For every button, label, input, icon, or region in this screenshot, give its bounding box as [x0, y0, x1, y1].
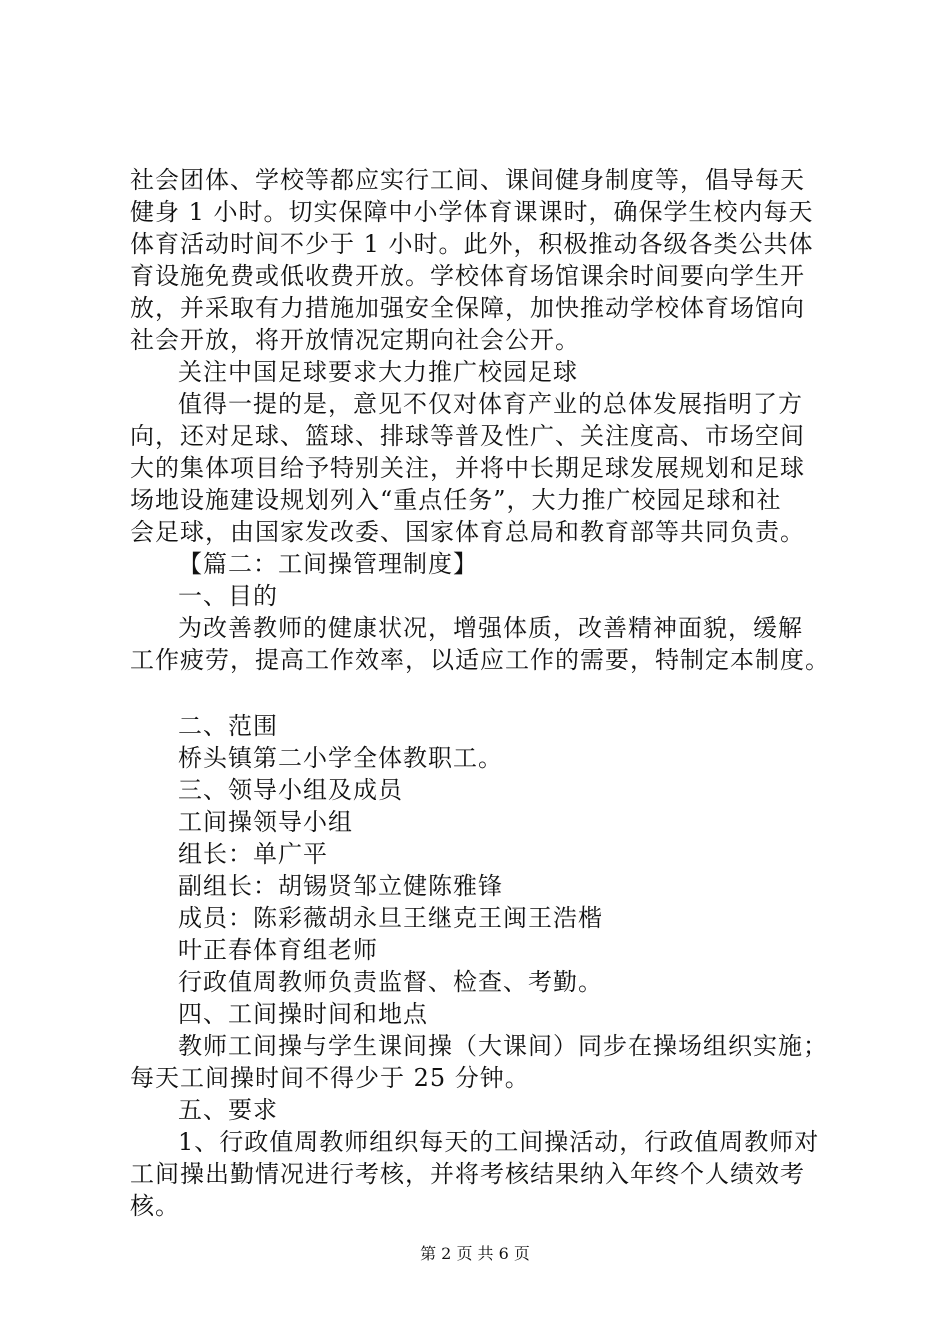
text-line: 组长：单广平 — [178, 840, 328, 868]
text-line: 四、工间操时间和地点 — [178, 1000, 428, 1028]
text-line: 向，还对足球、篮球、排球等普及性广、关注度高、市场空间 — [130, 422, 805, 450]
text-line: 放，并采取有力措施加强安全保障，加快推动学校体育场馆向 — [130, 294, 805, 322]
text-line: 五、要求 — [178, 1096, 278, 1124]
text-line: 为改善教师的健康状况，增强体质，改善精神面貌，缓解 — [178, 614, 803, 642]
text-line: 工间操领导小组 — [178, 808, 353, 836]
text-line: 每天工间操时间不得少于 25 分钟。 — [130, 1064, 530, 1092]
document-body — [130, 164, 830, 1222]
text-line: 副组长：胡锡贤邹立健陈雅锋 — [178, 872, 503, 900]
text-line: 二、范围 — [178, 712, 278, 740]
text-line: 桥头镇第二小学全体教职工。 — [178, 744, 503, 772]
text-line: 社会开放，将开放情况定期向社会公开。 — [130, 326, 580, 354]
text-line: 大的集体项目给予特别关注，并将中长期足球发展规划和足球 — [130, 454, 805, 482]
text-line: 一、目的 — [178, 582, 278, 610]
page-number-footer: 第 2 页 共 6 页 — [420, 1244, 530, 1263]
text-line: 1、行政值周教师组织每天的工间操活动，行政值周教师对 — [178, 1128, 820, 1156]
text-line: 工作疲劳，提高工作效率，以适应工作的需要，特制定本制度。 — [130, 646, 830, 674]
text-line: 体育活动时间不少于 1 小时。此外，积极推动各级各类公共体 — [130, 230, 814, 258]
blank-line — [130, 676, 830, 710]
text-line: 工间操出勤情况进行考核，并将考核结果纳入年终个人绩效考 — [130, 1160, 805, 1188]
text-line: 行政值周教师负责监督、检查、考勤。 — [178, 968, 603, 996]
text-line: 成员：陈彩薇胡永旦王继克王闽王浩楷 — [178, 904, 603, 932]
text-line: 会足球，由国家发改委、国家体育总局和教育部等共同负责。 — [130, 518, 805, 546]
text-line: 育设施免费或低收费开放。学校体育场馆课余时间要向学生开 — [130, 262, 805, 290]
text-line: 叶正春体育组老师 — [178, 936, 378, 964]
text-line: 社会团体、学校等都应实行工间、课间健身制度等，倡导每天 — [130, 166, 805, 194]
text-line: 【篇二：工间操管理制度】 — [178, 550, 478, 578]
text-line: 核。 — [130, 1192, 180, 1220]
text-line: 三、领导小组及成员 — [178, 776, 403, 804]
text-line: 教师工间操与学生课间操（大课间）同步在操场组织实施； — [178, 1032, 828, 1060]
text-line: 场地设施建设规划列入“重点任务”，大力推广校园足球和社 — [130, 486, 782, 514]
text-line: 值得一提的是，意见不仅对体育产业的总体发展指明了方 — [178, 390, 803, 418]
text-line: 健身 1 小时。切实保障中小学体育课课时，确保学生校内每天 — [130, 198, 814, 226]
text-line: 关注中国足球要求大力推广校园足球 — [178, 358, 578, 386]
